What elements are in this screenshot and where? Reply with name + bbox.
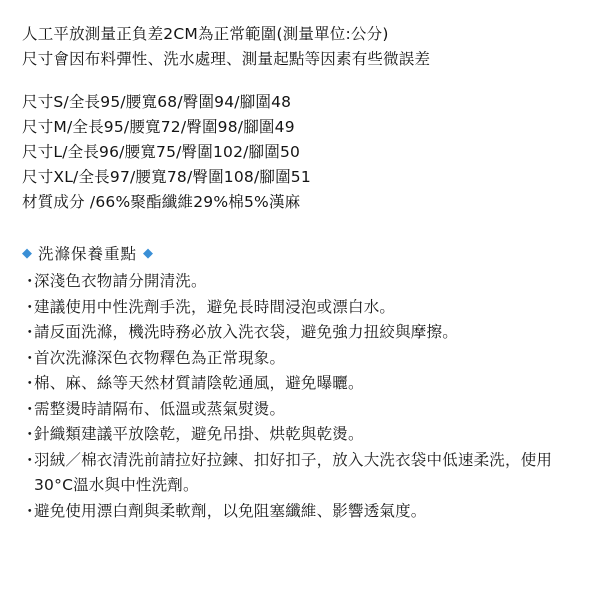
bullet-icon: ・ xyxy=(22,297,38,316)
measurement-note-line: 尺寸會因布料彈性、洗水處理、測量起點等因素有些微誤差 xyxy=(22,50,431,68)
care-section xyxy=(22,241,582,524)
size-spec-list xyxy=(22,90,582,215)
care-item-text: 棉、麻、絲等天然材質請陰乾通風，避免曝曬。 xyxy=(34,374,364,392)
list-item xyxy=(22,371,582,397)
size-spec-row: 尺寸XL/全長97/腰寬78/臀圍108/腳圍51 xyxy=(22,168,311,186)
size-spec-row: 尺寸L/全長96/腰寬75/臀圍102/腳圍50 xyxy=(22,143,301,161)
list-item xyxy=(22,397,582,423)
diamond-icon: ◆ xyxy=(22,245,32,261)
care-item-text: 深淺色衣物請分開清洗。 xyxy=(34,272,207,290)
care-heading-label: 洗滌保養重點 xyxy=(38,245,138,263)
bullet-icon: ・ xyxy=(22,374,38,392)
care-item-text: 避免使用漂白劑與柔軟劑，以免阻塞纖維、影響透氣度。 xyxy=(34,501,427,520)
care-item-text: 建議使用中性洗劑手洗，避免長時間浸泡或漂白水。 xyxy=(34,297,396,316)
spacer xyxy=(22,215,582,241)
bullet-icon: ・ xyxy=(22,348,38,367)
care-instruction-list xyxy=(22,269,582,524)
list-item xyxy=(22,499,582,525)
size-spec-row: 尺寸M/全長95/腰寬72/臀圍98/腳圍49 xyxy=(22,118,295,136)
bullet-icon: ・ xyxy=(22,425,38,443)
bullet-icon: ・ xyxy=(22,323,38,341)
care-item-text: 首次洗滌深色衣物釋色為正常現象。 xyxy=(34,348,286,367)
care-item-text: 需整燙時請隔布、低溫或蒸氣熨燙。 xyxy=(34,399,286,418)
care-item-text: 羽絨／棉衣清洗前請拉好拉鍊、扣好扣子，放入大洗衣袋中低速柔洗，使用30°C溫水與中性洗劑。 xyxy=(34,450,553,494)
care-item-text: 請反面洗滌，機洗時務必放入洗衣袋，避免強力扭絞與摩擦。 xyxy=(34,323,458,341)
list-item xyxy=(22,422,582,448)
size-spec-row: 尺寸S/全長95/腰寬68/臀圍94/腳圍48 xyxy=(22,93,292,111)
list-item xyxy=(22,269,582,295)
list-item xyxy=(22,346,582,372)
care-item-text: 針織類建議平放陰乾，避免吊掛、烘乾與乾燙。 xyxy=(34,425,364,443)
list-item xyxy=(22,320,582,346)
measurement-note-line: 人工平放測量正負差2CM為正常範圍(測量單位:公分) xyxy=(22,25,389,43)
bullet-icon: ・ xyxy=(22,501,38,520)
bullet-icon: ・ xyxy=(22,399,38,418)
list-item xyxy=(22,448,582,499)
diamond-icon: ◆ xyxy=(143,245,154,261)
measurement-notes xyxy=(22,22,582,72)
care-heading xyxy=(22,241,582,267)
list-item xyxy=(22,295,582,321)
bullet-icon: ・ xyxy=(22,272,38,290)
bullet-icon: ・ xyxy=(22,450,38,469)
material-composition: 材質成分 /66%聚酯纖維29%棉5%漢麻 xyxy=(22,193,301,211)
spacer xyxy=(22,72,582,90)
